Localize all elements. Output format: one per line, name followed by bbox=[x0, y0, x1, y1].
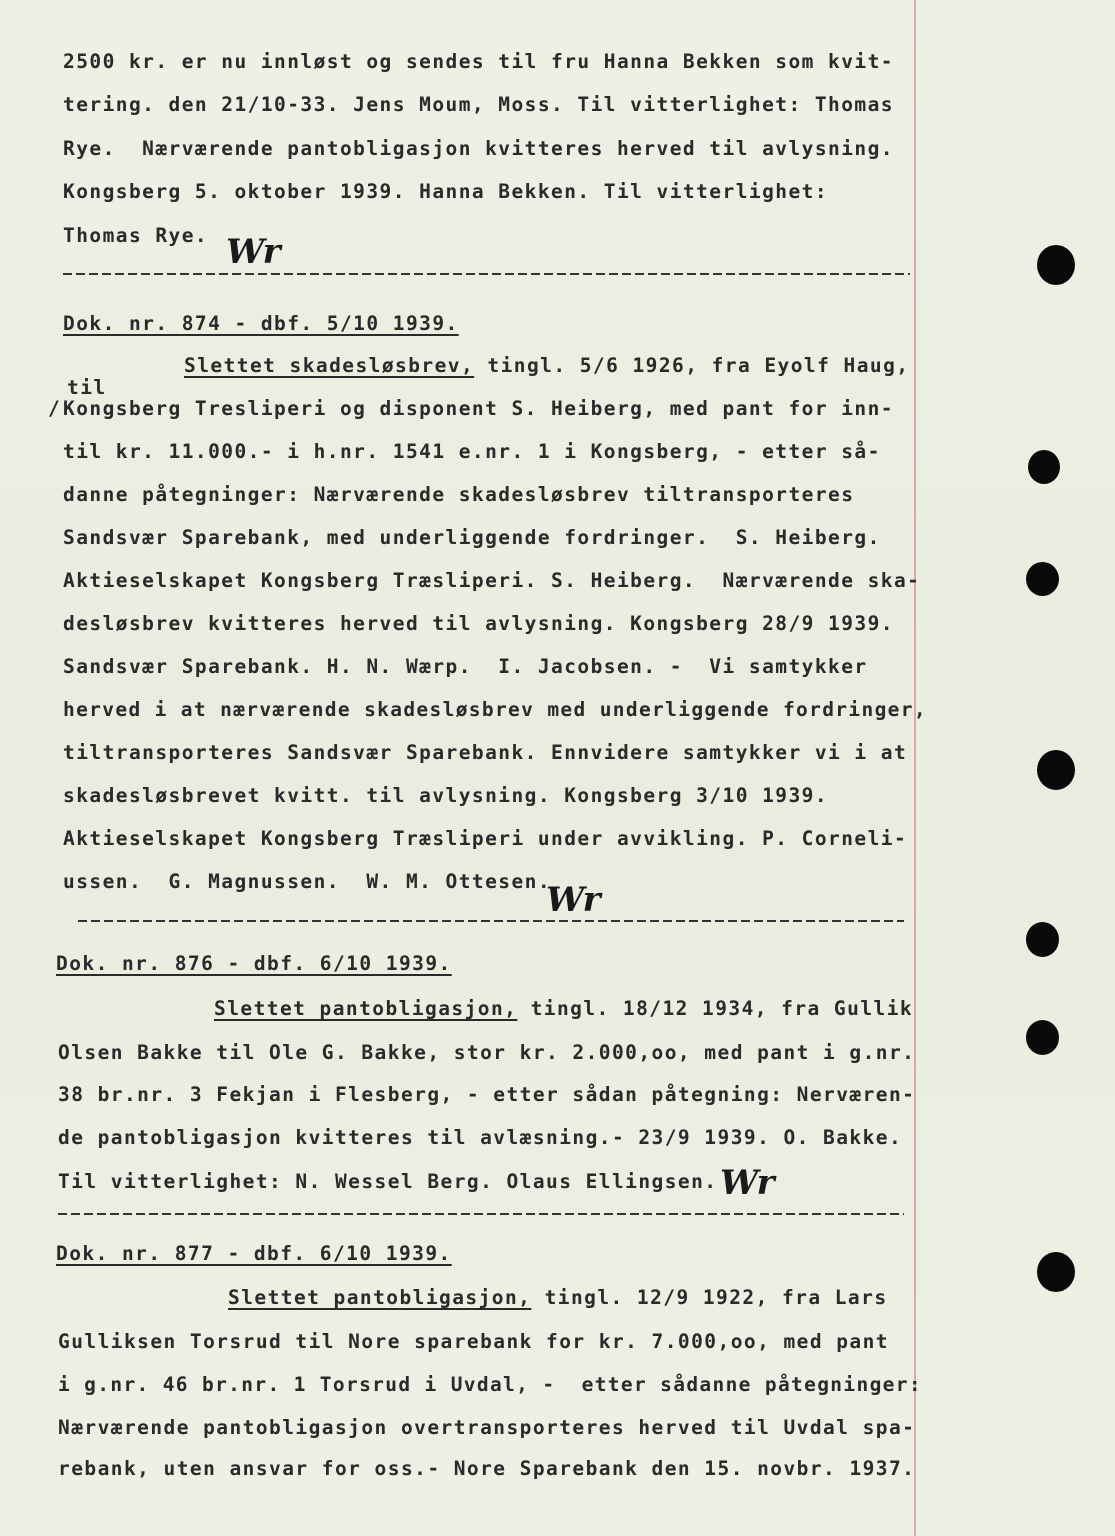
text-line: Sandsvær Sparebank, med underliggende fordringer. S. Heiberg. bbox=[63, 526, 881, 549]
entry-heading: Dok. nr. 874 - dbf. 5/10 1939. bbox=[63, 312, 459, 335]
text-line: de pantobligasjon kvitteres til avlæsning.- 23/9 1939. O. Bakke. bbox=[58, 1126, 903, 1149]
text-line: Kongsberg Tresliperi og disponent S. Heiberg, med pant for inn- bbox=[63, 397, 894, 420]
text-line: desløsbrev kvitteres herved til avlysning. Kongsberg 28/9 1939. bbox=[63, 612, 894, 635]
text-line: tiltransporteres Sandsvær Sparebank. Ennvidere samtykker vi i at bbox=[63, 741, 908, 764]
punch-hole bbox=[1026, 562, 1059, 596]
text-line: Thomas Rye. bbox=[63, 224, 209, 247]
margin-insert: til bbox=[67, 376, 107, 399]
text-line: Til vitterlighet: N. Wessel Berg. Olaus Ellingsen. bbox=[58, 1170, 718, 1193]
text-line: Aktieselskapet Kongsberg Træsliperi. S. Heiberg. Nærværende ska- bbox=[63, 569, 921, 592]
entry-heading: Dok. nr. 876 - dbf. 6/10 1939. bbox=[56, 952, 452, 975]
text-line: Gulliksen Torsrud til Nore sparebank for kr. 7.000,oo, med pant bbox=[58, 1330, 889, 1353]
text-line: Kongsberg 5. oktober 1939. Hanna Bekken. Til vitterlighet: bbox=[63, 180, 829, 203]
entry-first-line-rest: tingl. 12/9 1922, fra Lars bbox=[531, 1286, 888, 1309]
text-line: skadesløsbrevet kvitt. til avlysning. Kongsberg 3/10 1939. bbox=[63, 784, 829, 807]
punch-hole bbox=[1037, 1252, 1075, 1292]
punch-hole bbox=[1028, 450, 1060, 484]
punch-hole bbox=[1037, 750, 1075, 790]
text-line: tering. den 21/10-33. Jens Moum, Moss. Til vitterlighet: Thomas bbox=[63, 93, 894, 116]
text-line: 38 br.nr. 3 Fekjan i Flesberg, - etter sådan påtegning: Nerværen- bbox=[58, 1083, 916, 1106]
entry-first-line-rest: tingl. 18/12 1934, fra Gullik bbox=[517, 997, 914, 1020]
separator-line bbox=[78, 920, 904, 922]
entry-heading: Dok. nr. 877 - dbf. 6/10 1939. bbox=[56, 1242, 452, 1265]
text-line: i g.nr. 46 br.nr. 1 Torsrud i Uvdal, - etter sådanne påtegninger: bbox=[58, 1373, 922, 1396]
handwritten-initials: Wr bbox=[546, 880, 601, 920]
handwritten-initials: Wr bbox=[226, 232, 281, 272]
entry-first-line bbox=[214, 997, 913, 1021]
margin-mark: / bbox=[48, 397, 62, 420]
text-line: rebank, uten ansvar for oss.- Nore Sparebank den 15. novbr. 1937. bbox=[58, 1457, 916, 1480]
entry-first-line bbox=[184, 354, 909, 378]
text-line: Nærværende pantobligasjon overtransporteres herved til Uvdal spa- bbox=[58, 1416, 916, 1439]
separator-line bbox=[63, 273, 910, 275]
text-line: ussen. G. Magnussen. W. M. Ottesen. bbox=[63, 870, 552, 893]
text-line: til kr. 11.000.- i h.nr. 1541 e.nr. 1 i Kongsberg, - etter så- bbox=[63, 440, 881, 463]
punch-hole bbox=[1037, 245, 1075, 285]
text-line: Sandsvær Sparebank. H. N. Wærp. I. Jacobsen. - Vi samtykker bbox=[63, 655, 868, 678]
punch-hole bbox=[1026, 1020, 1059, 1055]
text-line: Olsen Bakke til Ole G. Bakke, stor kr. 2.000,oo, med pant i g.nr. bbox=[58, 1041, 916, 1064]
handwritten-initials: Wr bbox=[720, 1163, 775, 1203]
margin-line bbox=[914, 0, 916, 1536]
text-line: 2500 kr. er nu innløst og sendes til fru Hanna Bekken som kvit- bbox=[63, 50, 894, 73]
text-line: Aktieselskapet Kongsberg Træsliperi under avvikling. P. Corneli- bbox=[63, 827, 908, 850]
text-line: Rye. Nærværende pantobligasjon kvitteres herved til avlysning. bbox=[63, 137, 894, 160]
entry-first-line-rest: tingl. 5/6 1926, fra Eyolf Haug, bbox=[474, 354, 910, 377]
punch-hole bbox=[1026, 922, 1059, 957]
entry-title: Slettet skadesløsbrev, bbox=[184, 354, 475, 377]
text-line: herved i at nærværende skadesløsbrev med underliggende fordringer, bbox=[63, 698, 927, 721]
entry-first-line bbox=[228, 1286, 888, 1310]
text-line: danne påtegninger: Nærværende skadesløsbrev tiltransporteres bbox=[63, 483, 855, 506]
entry-title: Slettet pantobligasjon, bbox=[228, 1286, 532, 1309]
separator-line bbox=[58, 1213, 904, 1215]
entry-title: Slettet pantobligasjon, bbox=[214, 997, 518, 1020]
